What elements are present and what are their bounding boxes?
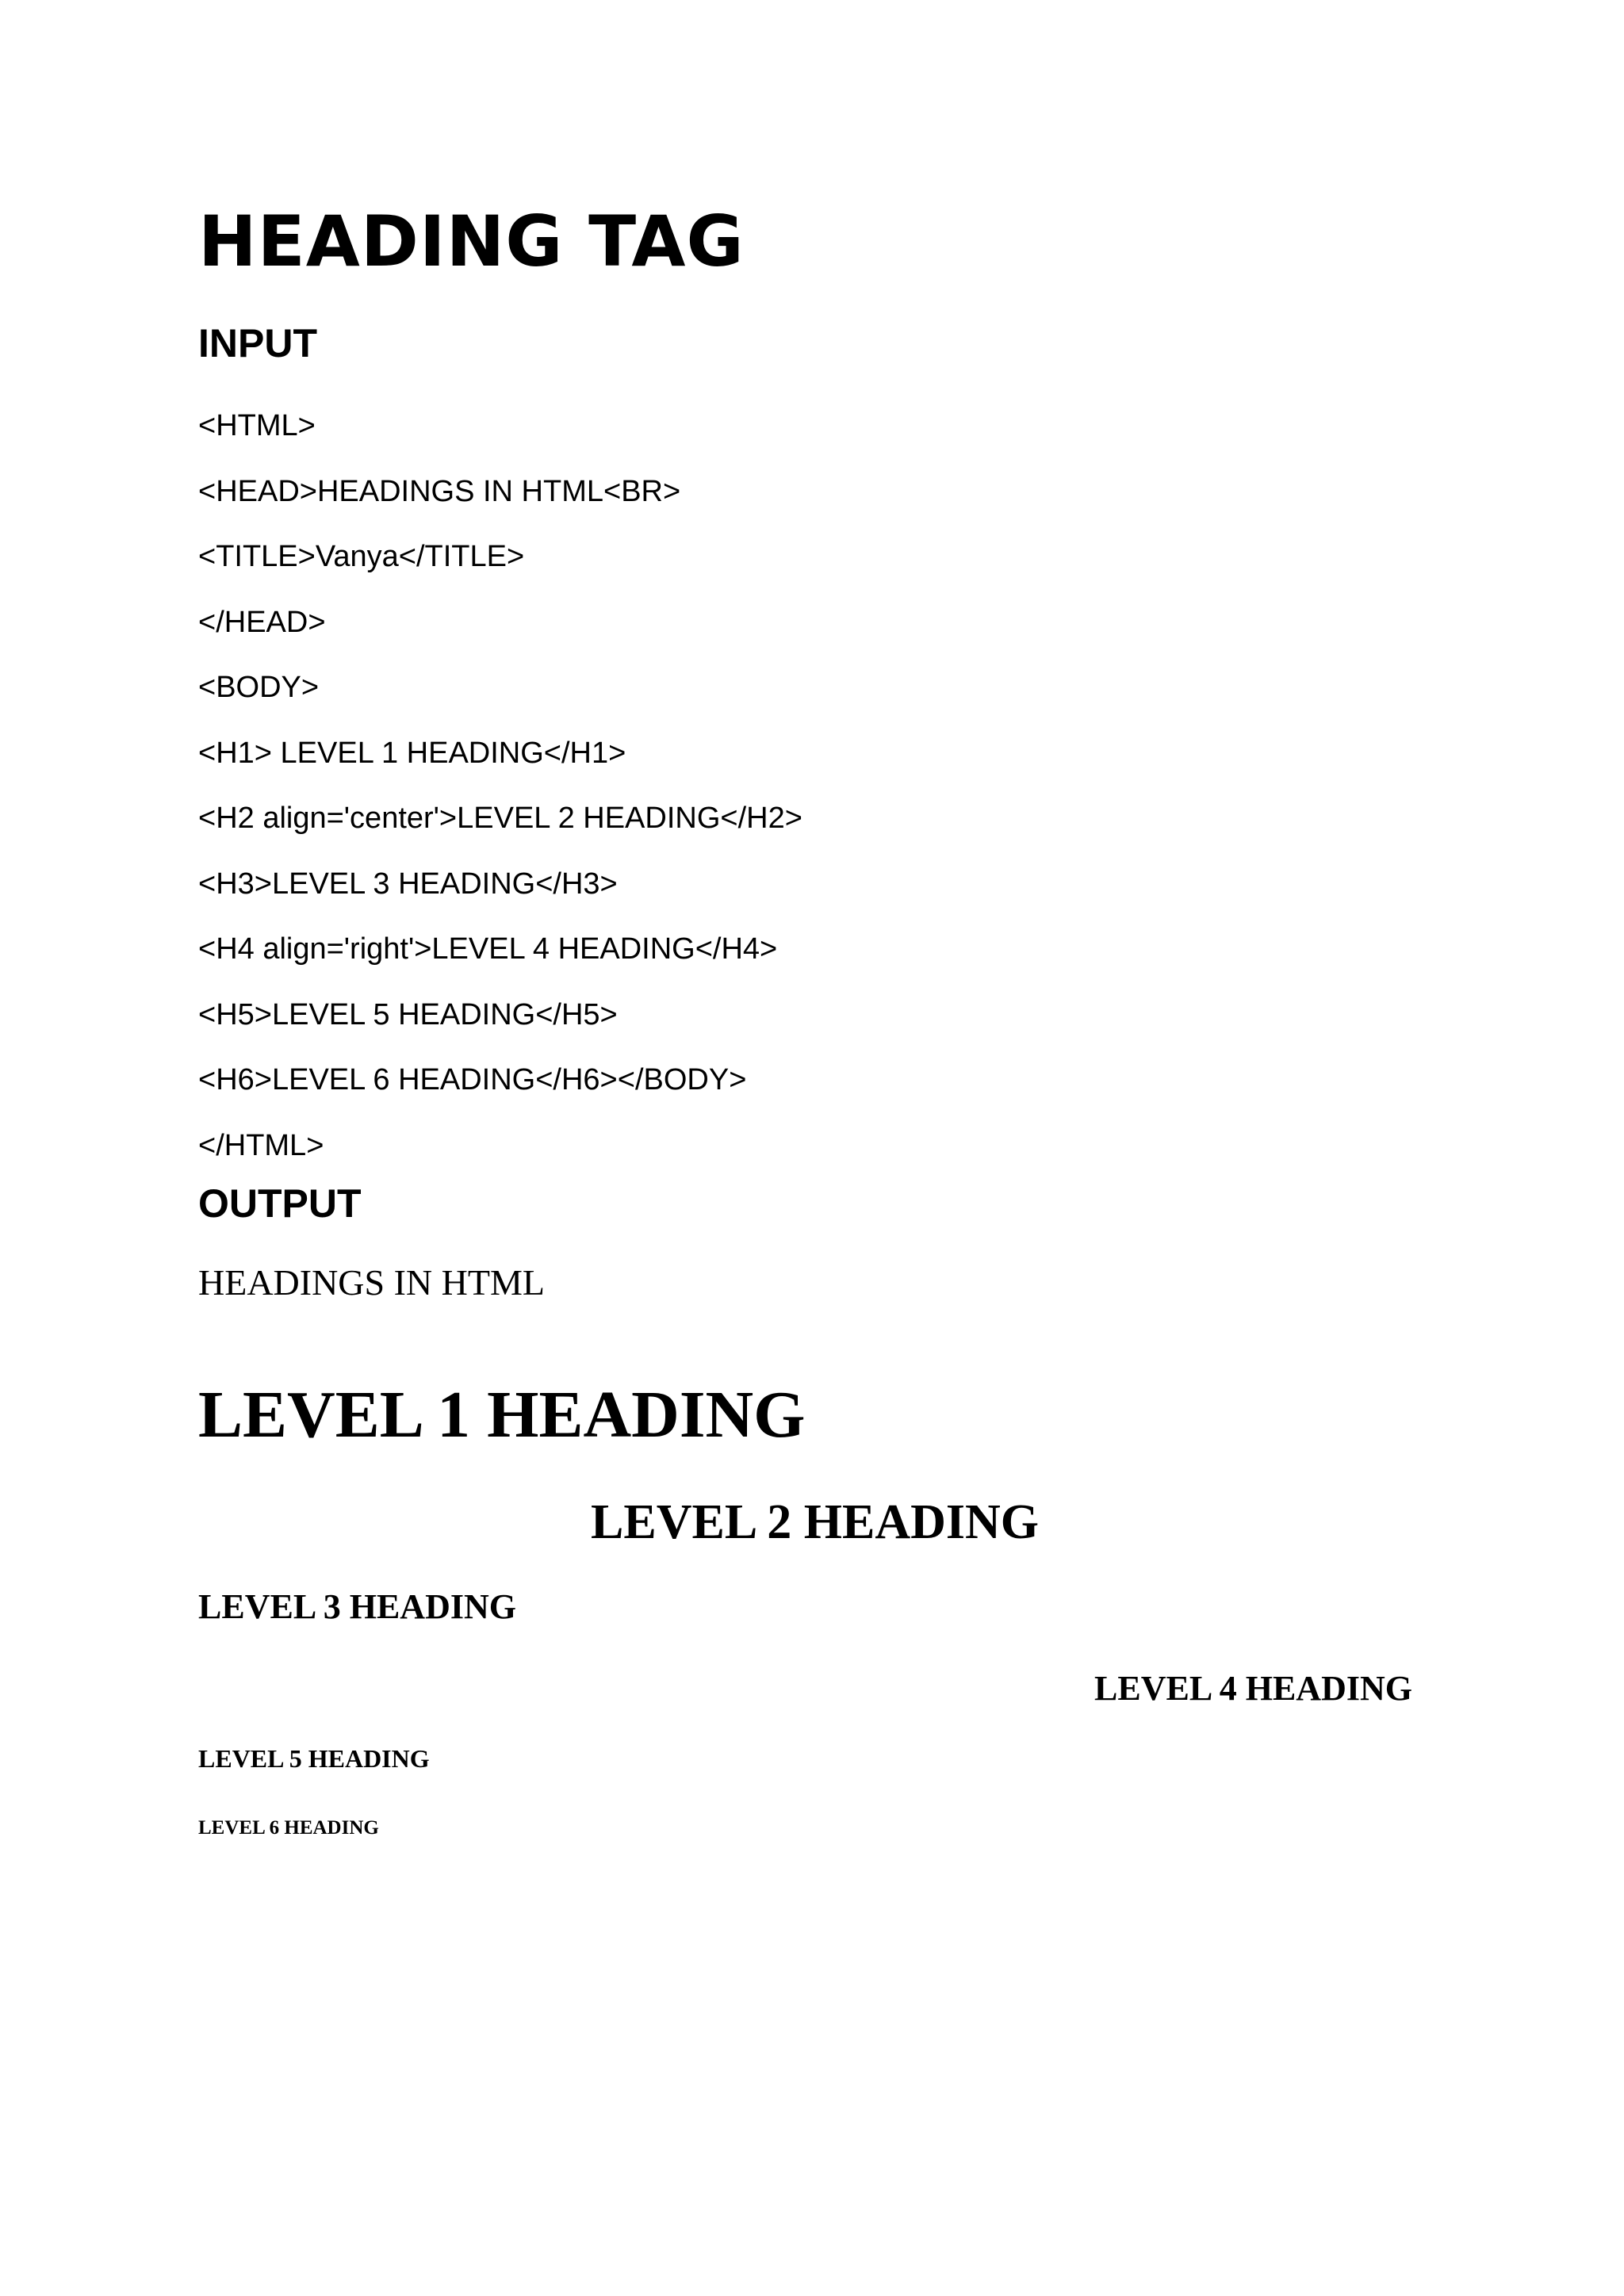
code-line: <BODY> bbox=[198, 671, 320, 704]
code-line: </HEAD> bbox=[198, 605, 326, 639]
output-section-label: OUTPUT bbox=[198, 1181, 362, 1226]
output-head-text: HEADINGS IN HTML bbox=[198, 1262, 545, 1303]
page-title: HEADING TAG bbox=[198, 201, 745, 282]
output-level-1-heading: LEVEL 1 HEADING bbox=[198, 1378, 806, 1452]
code-line: <HEAD>HEADINGS IN HTML<BR> bbox=[198, 474, 681, 508]
output-level-4-heading: LEVEL 4 HEADING bbox=[1094, 1669, 1412, 1708]
output-level-2-heading: LEVEL 2 HEADING bbox=[591, 1495, 1040, 1549]
output-level-6-heading: LEVEL 6 HEADING bbox=[198, 1817, 379, 1839]
code-line: <H3>LEVEL 3 HEADING</H3> bbox=[198, 867, 618, 901]
code-line: <H6>LEVEL 6 HEADING</H6></BODY> bbox=[198, 1063, 747, 1096]
code-line: <HTML> bbox=[198, 409, 316, 442]
code-line: <H4 align='right'>LEVEL 4 HEADING</H4> bbox=[198, 932, 778, 966]
output-level-3-heading: LEVEL 3 HEADING bbox=[198, 1587, 516, 1626]
code-line: <H1> LEVEL 1 HEADING</H1> bbox=[198, 736, 626, 770]
code-line: <H5>LEVEL 5 HEADING</H5> bbox=[198, 997, 618, 1031]
code-line: <H2 align='center'>LEVEL 2 HEADING</H2> bbox=[198, 802, 802, 835]
input-section-label: INPUT bbox=[198, 321, 317, 365]
code-listing bbox=[198, 393, 802, 1178]
code-line: </HTML> bbox=[198, 1128, 324, 1162]
output-level-5-heading: LEVEL 5 HEADING bbox=[198, 1744, 430, 1773]
code-line: <TITLE>Vanya</TITLE> bbox=[198, 540, 525, 573]
